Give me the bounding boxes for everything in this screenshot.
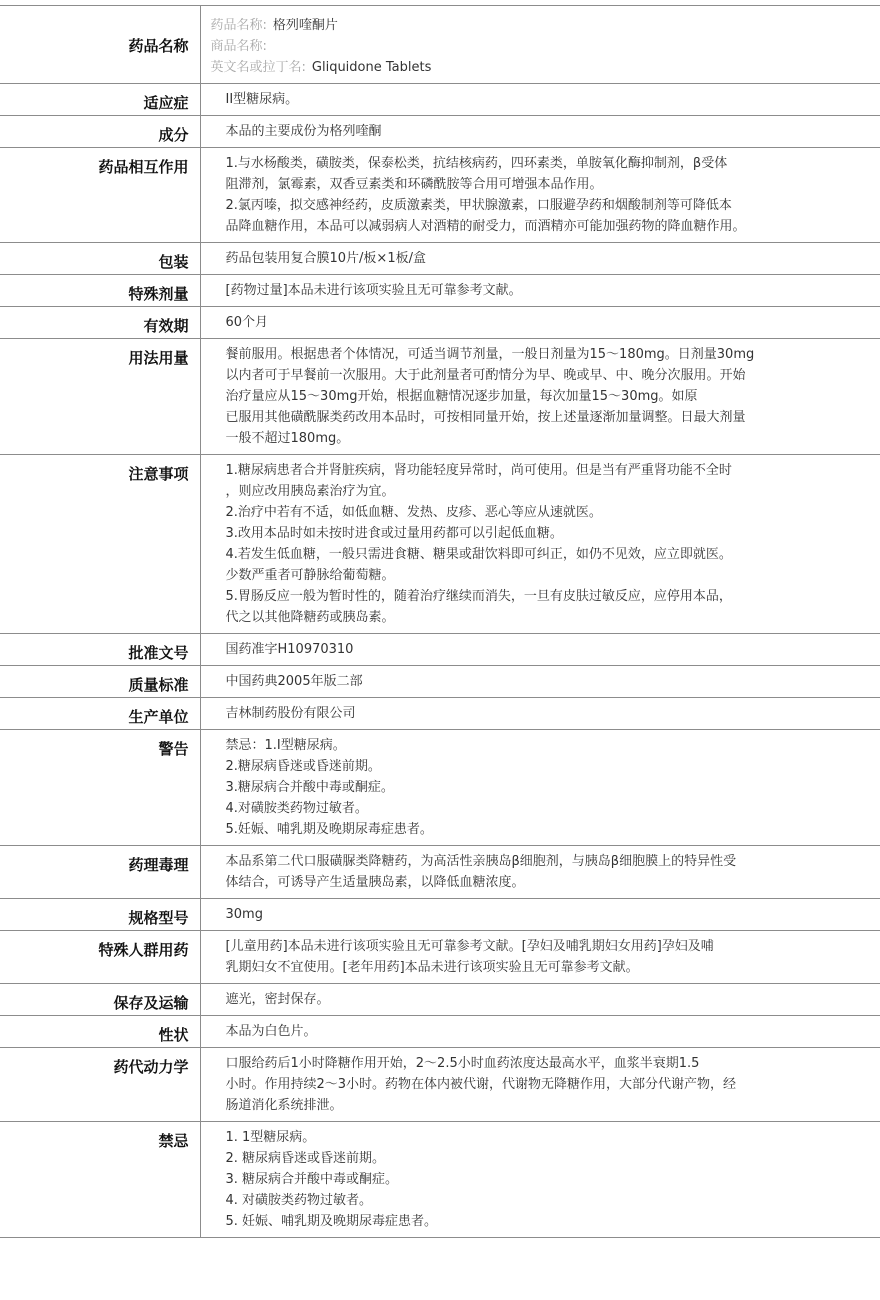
generic-name-key: 药品名称:: [210, 18, 267, 33]
row-value-line: 3.糖尿病合并酸中毒或酮症。: [225, 780, 394, 795]
row-value: [200, 243, 880, 275]
trade-name-line: [211, 36, 871, 57]
row-value-line: 一般不超过180mg。: [225, 431, 350, 446]
row-value: [200, 116, 880, 148]
row-value-line: 60个月: [225, 315, 269, 330]
row-label: 有效期: [0, 307, 200, 339]
info-row: [0, 899, 880, 931]
row-label: 规格型号: [0, 899, 200, 931]
row-value-line: [药物过量]本品未进行该项实验且无可靠参考文献。: [225, 283, 522, 298]
row-label: 生产单位: [0, 698, 200, 730]
info-row: [0, 1048, 880, 1122]
row-value-line: 4.对磺胺类药物过敏者。: [225, 801, 368, 816]
info-row: [0, 148, 880, 243]
row-value: [200, 1048, 880, 1122]
info-row: [0, 455, 880, 634]
row-value-line: 3.改用本品时如未按时进食或过量用药都可以引起低血糖。: [225, 526, 563, 541]
row-value: [200, 634, 880, 666]
row-value-line: 5.妊娠、哺乳期及晚期尿毒症患者。: [225, 822, 433, 837]
info-row: [0, 1122, 880, 1238]
info-row: [0, 243, 880, 275]
row-value-line: 代之以其他降糖药或胰岛素。: [225, 610, 395, 625]
row-value-line: 体结合，可诱导产生适量胰岛素，以降低血糖浓度。: [225, 875, 525, 890]
row-value-line: 阻滞剂，氯霉素，双香豆素类和环磷酰胺等合用可增强本品作用。: [225, 177, 603, 192]
row-value-line: 禁忌：1.I型糖尿病。: [225, 738, 346, 753]
row-value: [200, 730, 880, 846]
row-value-line: 口服给药后1小时降糖作用开始，2～2.5小时血药浓度达最高水平，血浆半衰期1.5: [225, 1056, 700, 1071]
drug-name-row: [0, 6, 880, 84]
row-value-line: 药品包装用复合膜10片/板×1板/盒: [225, 251, 426, 266]
row-value: [200, 846, 880, 899]
row-value: [200, 275, 880, 307]
row-value-line: 遮光，密封保存。: [225, 992, 330, 1007]
row-value: [200, 984, 880, 1016]
row-value-line: 5.胃肠反应一般为暂时性的，随着治疗继续而消失，一旦有皮肤过敏反应，应停用本品，: [225, 589, 732, 604]
row-value-line: 以内者可于早餐前一次服用。大于此剂量者可酌情分为早、晚或早、中、晚分次服用。开始: [225, 368, 746, 383]
row-value-line: [儿童用药]本品未进行该项实验且无可靠参考文献。[孕妇及哺乳期妇女用药]孕妇及哺: [225, 939, 714, 954]
english-name-line: [211, 57, 871, 78]
row-label: 成分: [0, 116, 200, 148]
row-label: 注意事项: [0, 455, 200, 634]
info-row: [0, 116, 880, 148]
drug-name-cell: [200, 6, 880, 84]
row-label: 性状: [0, 1016, 200, 1048]
row-label: 药代动力学: [0, 1048, 200, 1122]
row-label: 特殊人群用药: [0, 931, 200, 984]
row-value-line: ，则应改用胰岛素治疗为宜。: [225, 484, 395, 499]
info-row: [0, 339, 880, 455]
row-value-line: 3. 糖尿病合并酸中毒或酮症。: [225, 1172, 399, 1187]
row-value-line: 治疗量应从15～30mg开始，根据血糖情况逐步加量，每次加量15～30mg。如原: [225, 389, 698, 404]
row-value: [200, 1016, 880, 1048]
row-value-line: 肠道消化系统排泄。: [225, 1098, 343, 1113]
info-row: [0, 1016, 880, 1048]
row-value: [200, 698, 880, 730]
row-value-line: 小时。作用持续2～3小时。药物在体内被代谢，代谢物无降糖作用，大部分代谢产物，经: [225, 1077, 737, 1092]
info-row: [0, 730, 880, 846]
trade-name-key: 商品名称:: [210, 39, 267, 54]
row-value-line: 4.若发生低血糖，一般只需进食糖、糖果或甜饮料即可纠正，如仍不见效，应立即就医。: [225, 547, 732, 562]
row-value-line: 2.氯丙嗪，拟交感神经药，皮质激素类，甲状腺激素，口服避孕药和烟酸制剂等可降低本: [225, 198, 732, 213]
drug-name-label: 药品名称: [0, 6, 200, 84]
row-value: [200, 307, 880, 339]
row-label: 保存及运输: [0, 984, 200, 1016]
row-value-line: 国药准字H10970310: [225, 642, 354, 657]
row-value-line: 5. 妊娠、哺乳期及晚期尿毒症患者。: [225, 1214, 438, 1229]
row-value-line: 本品为白色片。: [225, 1024, 317, 1039]
row-label: 质量标准: [0, 666, 200, 698]
english-name-key: 英文名或拉丁名:: [210, 60, 306, 75]
info-row: [0, 634, 880, 666]
generic-name-line: [211, 15, 871, 36]
row-value-line: 乳期妇女不宜使用。[老年用药]本品未进行该项实验且无可靠参考文献。: [225, 960, 639, 975]
row-value: [200, 84, 880, 116]
row-value-line: 2.治疗中若有不适，如低血糖、发热、皮疹、恶心等应从速就医。: [225, 505, 602, 520]
row-value-line: 本品系第二代口服磺脲类降糖药，为高活性亲胰岛β细胞剂，与胰岛β细胞膜上的特异性受: [225, 854, 737, 869]
row-label: 警告: [0, 730, 200, 846]
row-value: [200, 899, 880, 931]
row-value-line: 1.与水杨酸类，磺胺类，保泰松类，抗结核病药，四环素类，单胺氧化酶抑制剂，β受体: [225, 156, 728, 171]
row-value-line: 1.糖尿病患者合并肾脏疾病，肾功能轻度异常时，尚可使用。但是当有严重肾功能不全时: [225, 463, 732, 478]
row-label: 用法用量: [0, 339, 200, 455]
row-label: 批准文号: [0, 634, 200, 666]
info-row: [0, 275, 880, 307]
info-row: [0, 698, 880, 730]
row-value-line: 餐前服用。根据患者个体情况，可适当调节剂量，一般日剂量为15～180mg。日剂量30mg: [225, 347, 755, 362]
drug-info-sheet: [0, 5, 880, 1238]
info-row: [0, 984, 880, 1016]
info-row: [0, 307, 880, 339]
row-value-line: II型糖尿病。: [225, 92, 299, 107]
row-value-line: 品降血糖作用，本品可以减弱病人对酒精的耐受力，而酒精亦可能加强药物的降血糖作用。: [225, 219, 746, 234]
row-value-line: 吉林制药股份有限公司: [225, 706, 356, 721]
info-row: [0, 846, 880, 899]
row-value-line: 1. 1型糖尿病。: [225, 1130, 316, 1145]
row-value-line: 2.糖尿病昏迷或昏迷前期。: [225, 759, 381, 774]
row-value-line: 已服用其他磺酰脲类药改用本品时，可按相同量开始，按上述量逐渐加量调整。日最大剂量: [225, 410, 746, 425]
row-value: [200, 666, 880, 698]
drug-info-table: [0, 5, 880, 1238]
row-label: 特殊剂量: [0, 275, 200, 307]
info-row: [0, 666, 880, 698]
row-value: [200, 455, 880, 634]
row-value-line: 2. 糖尿病昏迷或昏迷前期。: [225, 1151, 386, 1166]
row-value: [200, 148, 880, 243]
row-value-line: 4. 对磺胺类药物过敏者。: [225, 1193, 373, 1208]
row-value-line: 本品的主要成份为格列喹酮: [225, 124, 382, 139]
row-value-line: 少数严重者可静脉给葡萄糖。: [225, 568, 395, 583]
row-value: [200, 931, 880, 984]
drug-info-table-body: [0, 6, 880, 1238]
generic-name-value: 格列喹酮片: [272, 18, 338, 33]
row-value: [200, 339, 880, 455]
row-value-line: 中国药典2005年版二部: [225, 674, 363, 689]
row-label: 包装: [0, 243, 200, 275]
info-row: [0, 931, 880, 984]
row-label: 禁忌: [0, 1122, 200, 1238]
row-value-line: 30mg: [225, 907, 263, 922]
info-row: [0, 84, 880, 116]
row-label: 药理毒理: [0, 846, 200, 899]
row-label: 药品相互作用: [0, 148, 200, 243]
english-name-value: Gliquidone Tablets: [311, 60, 432, 75]
row-value: [200, 1122, 880, 1238]
row-label: 适应症: [0, 84, 200, 116]
